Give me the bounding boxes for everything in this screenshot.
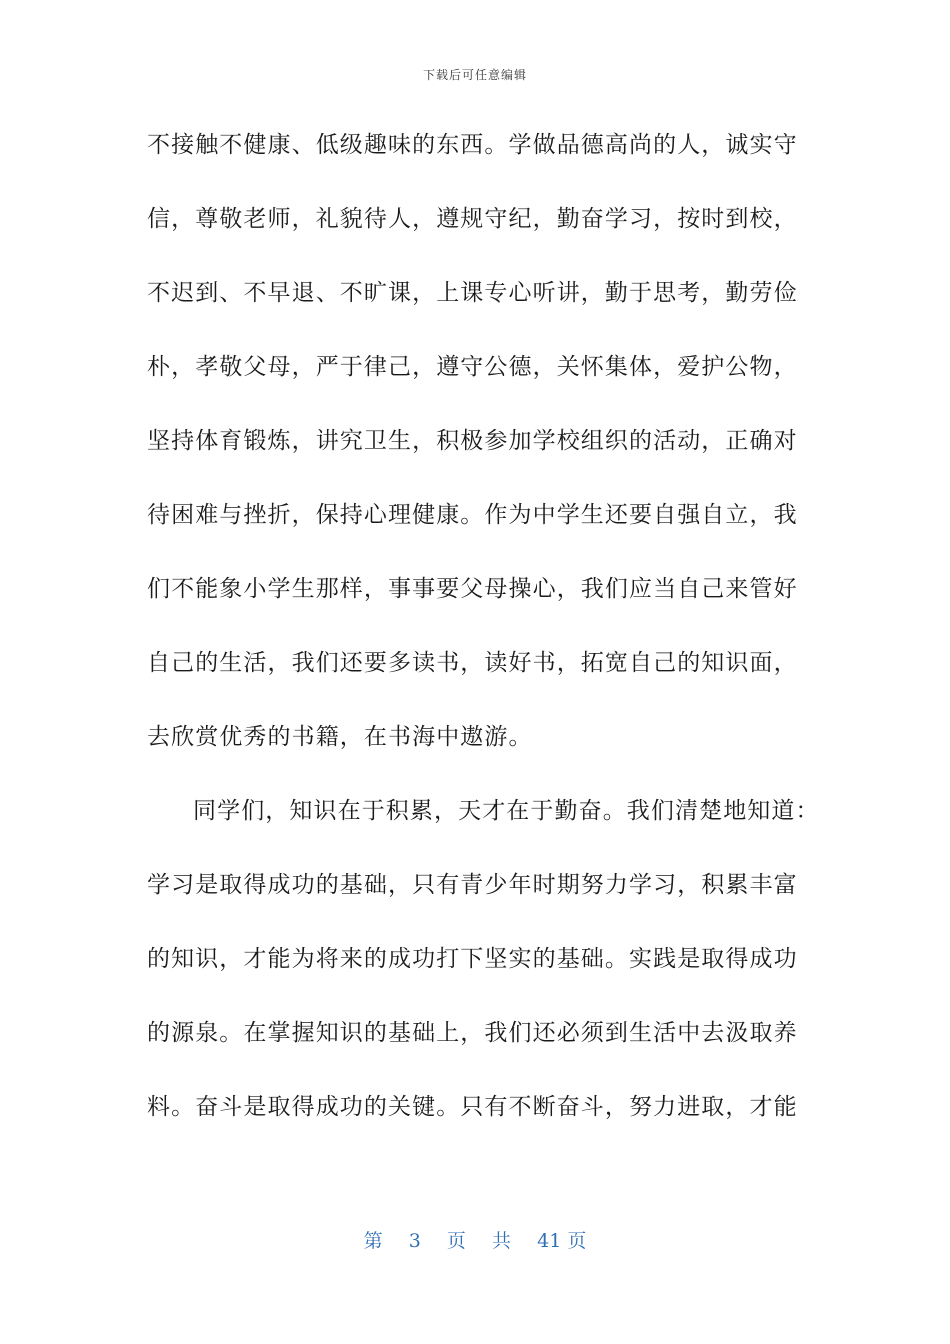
text-line: 待困难与挫折，保持心理健康。作为中学生还要自强自立，我 [147, 502, 798, 528]
footer-total-pages: 41 [537, 1230, 562, 1252]
footer-current-page: 3 [408, 1230, 421, 1252]
document-body [147, 118, 820, 1154]
footer-prefix: 第 [363, 1230, 383, 1252]
text-line: 坚持体育锻炼，讲究卫生，积极参加学校组织的活动，正确对 [147, 428, 798, 454]
footer-total-prefix: 共 [492, 1230, 512, 1252]
footer-suffix: 页 [567, 1230, 587, 1252]
text-line: 去欣赏优秀的书籍，在书海中遨游。 [147, 724, 533, 750]
page-footer [0, 1226, 950, 1253]
text-line: 朴，孝敬父母，严于律己，遵守公德，关怀集体，爱护公物， [147, 354, 798, 380]
text-line: 们不能象小学生那样，事事要父母操心，我们应当自己来管好 [147, 576, 798, 602]
page-header: 下载后可任意编辑 [422, 68, 527, 82]
text-line-indented: 同学们，知识在于积累，天才在于勤奋。我们清楚地知道： [193, 798, 820, 824]
text-line: 料。奋斗是取得成功的关键。只有不断奋斗，努力进取，才能 [147, 1094, 798, 1120]
text-line: 的源泉。在掌握知识的基础上，我们还必须到生活中去汲取养 [147, 1020, 798, 1046]
text-line: 学习是取得成功的基础，只有青少年时期努力学习，积累丰富 [147, 872, 798, 898]
text-line: 不迟到、不早退、不旷课，上课专心听讲，勤于思考，勤劳俭 [147, 280, 798, 306]
footer-page-label: 页 [446, 1230, 466, 1252]
text-line: 自己的生活，我们还要多读书，读好书，拓宽自己的知识面， [147, 650, 798, 676]
text-line: 信，尊敬老师，礼貌待人，遵规守纪，勤奋学习，按时到校， [147, 206, 798, 232]
text-line: 的知识，才能为将来的成功打下坚实的基础。实践是取得成功 [147, 946, 798, 972]
text-line: 不接触不健康、低级趣味的东西。学做品德高尚的人，诚实守 [147, 132, 798, 158]
